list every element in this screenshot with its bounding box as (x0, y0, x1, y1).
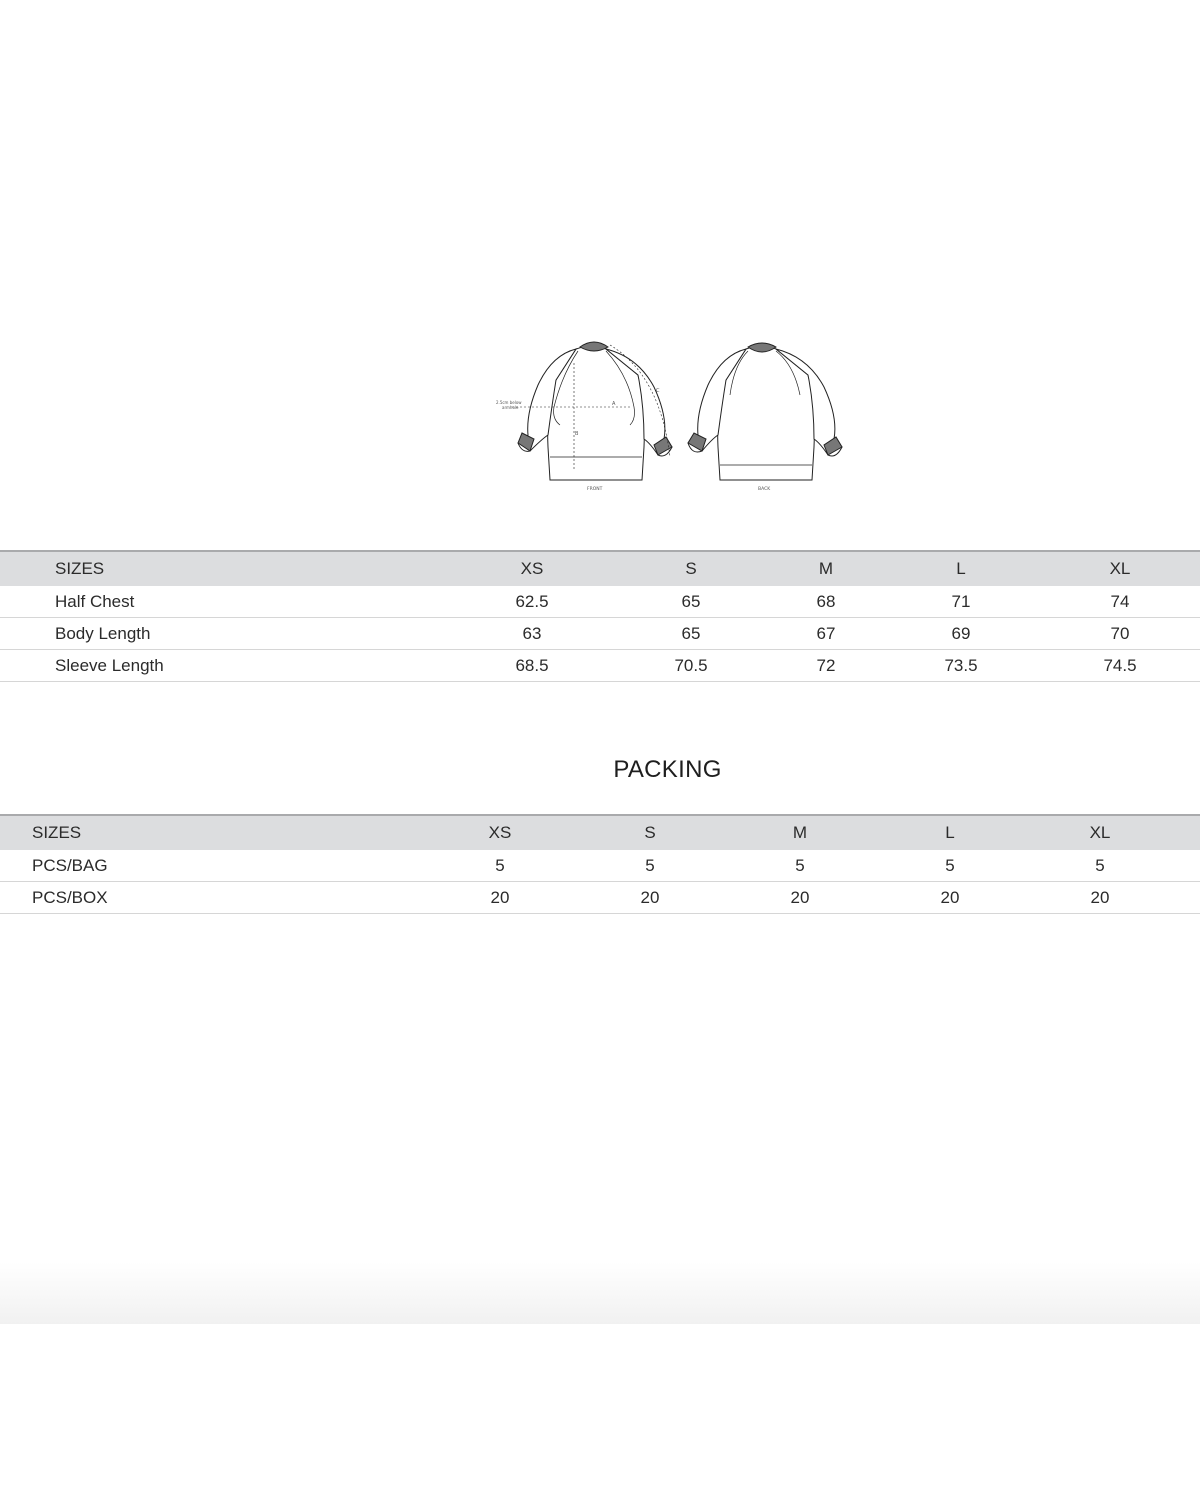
table-cell: 67 (816, 624, 836, 643)
table-cell: 62.5 (515, 592, 549, 611)
header-size-xl: XL (1109, 559, 1131, 578)
table-cell: 5 (795, 856, 805, 875)
packing-table (0, 814, 1200, 914)
table-row-sleeve-length (0, 650, 1200, 682)
row-label: Sleeve Length (55, 656, 164, 675)
marker-b: B (575, 431, 579, 437)
table-cell: 20 (1090, 888, 1110, 907)
table-row-pcs-box (0, 882, 1200, 914)
header-size-m: M (792, 823, 808, 842)
row-label: Half Chest (55, 592, 135, 611)
table-cell: 74.5 (1103, 656, 1137, 675)
front-view (512, 342, 672, 480)
chest-note-line1: 2.5cm below (496, 400, 522, 405)
table-row-half-chest (0, 586, 1200, 618)
table-cell: 73.5 (944, 656, 978, 675)
row-label: PCS/BOX (32, 888, 108, 907)
table-cell: 20 (940, 888, 960, 907)
packing-header-row (0, 814, 1200, 850)
table-cell: 65 (681, 624, 701, 643)
packing-title: PACKING (613, 756, 722, 783)
table-cell: 70 (1110, 624, 1130, 643)
table-cell: 71 (951, 592, 971, 611)
header-label: SIZES (32, 823, 82, 842)
garment-sketch (490, 335, 860, 500)
table-cell: 74 (1110, 592, 1130, 611)
header-size-l: L (956, 559, 966, 578)
chest-note-line2: armhole (502, 405, 519, 410)
marker-c: C (656, 388, 660, 394)
table-cell: 69 (951, 624, 971, 643)
bottom-fade (0, 1262, 1200, 1324)
header-size-xl: XL (1089, 823, 1111, 842)
header-size-xs: XS (488, 823, 512, 842)
back-view (688, 343, 842, 480)
table-cell: 70.5 (674, 656, 708, 675)
row-label: Body Length (55, 624, 151, 643)
table-row-pcs-bag (0, 850, 1200, 882)
table-cell: 68.5 (515, 656, 549, 675)
table-cell: 20 (490, 888, 510, 907)
header-size-l: L (945, 823, 955, 842)
marker-a: A (612, 401, 616, 407)
header-size-s: S (644, 823, 656, 842)
size-chart-header-row (0, 550, 1200, 586)
header-size-s: S (685, 559, 697, 578)
table-cell: 5 (1095, 856, 1105, 875)
table-cell: 5 (495, 856, 505, 875)
header-size-xs: XS (520, 559, 544, 578)
table-cell: 20 (790, 888, 810, 907)
front-label: FRONT (587, 487, 603, 492)
table-cell: 63 (522, 624, 542, 643)
size-chart-table (0, 550, 1200, 682)
table-cell: 72 (816, 656, 836, 675)
table-cell: 20 (640, 888, 660, 907)
row-label: PCS/BAG (32, 856, 108, 875)
table-cell: 5 (945, 856, 955, 875)
header-label: SIZES (55, 559, 105, 578)
table-cell: 68 (816, 592, 836, 611)
table-row-body-length (0, 618, 1200, 650)
header-size-m: M (818, 559, 834, 578)
back-label: BACK (758, 487, 771, 492)
table-cell: 5 (645, 856, 655, 875)
table-cell: 65 (681, 592, 701, 611)
